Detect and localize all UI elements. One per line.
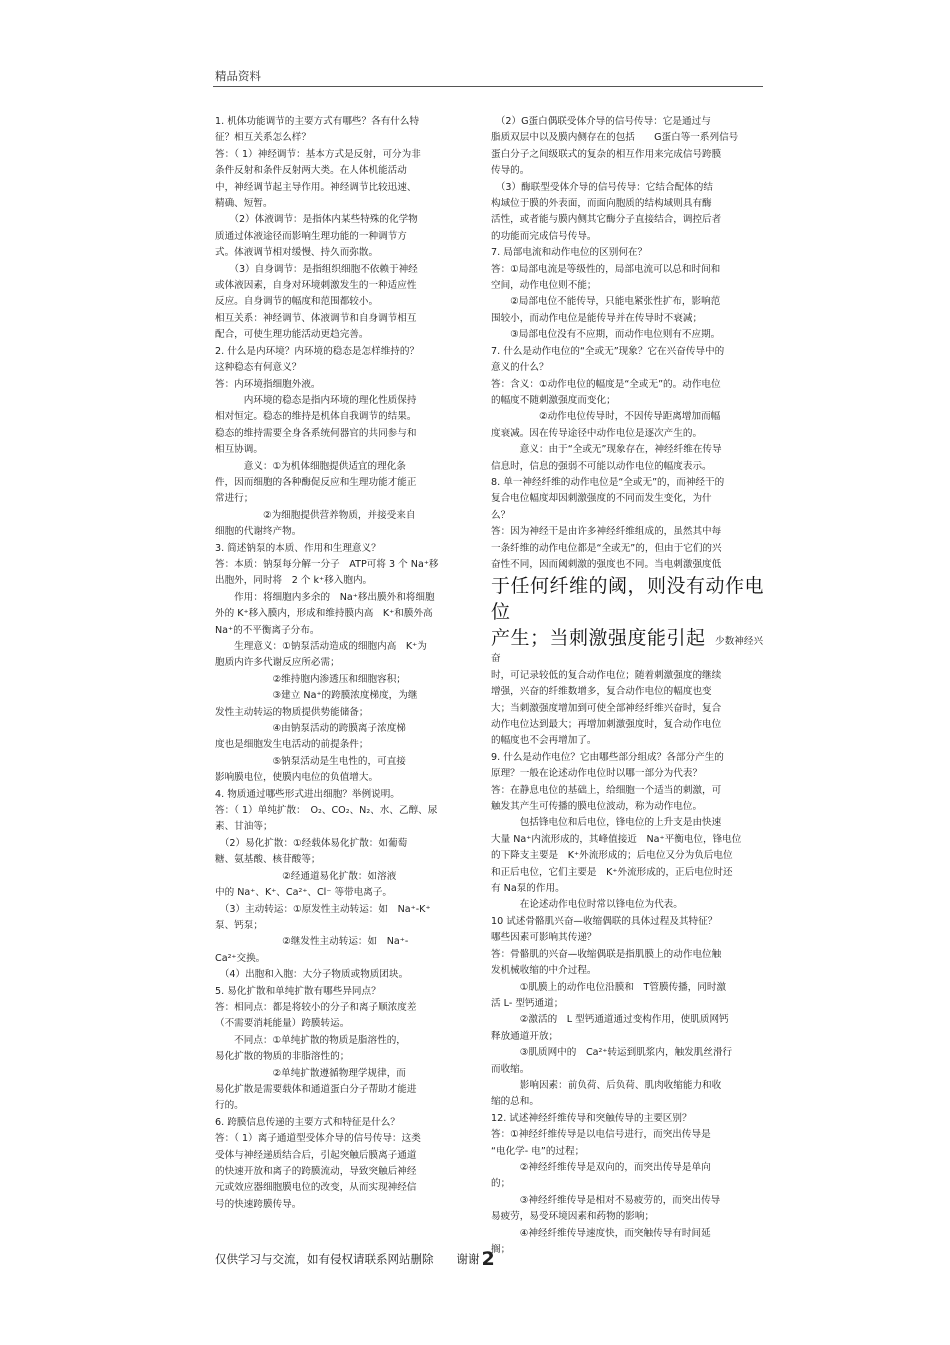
text-line: 胞质内许多代谢反应所必需；: [215, 657, 340, 669]
text-line: 奋性不同，因而阈刺激的强度也不同。当电刺激强度低: [491, 558, 722, 570]
text-line: ②激活的 L 型钙通道通过变构作用，使肌质网钙: [491, 1014, 729, 1026]
text-line: 答：在静息电位的基础上，给细胞一个适当的刺激，可: [491, 784, 722, 796]
text-line: 式。体液调节相对缓慢、持久而弥散。: [215, 247, 379, 259]
text-line: 答：含义：①动作电位的幅度是“全或无”的。动作电位: [491, 378, 721, 390]
text-line: 反应。自身调节的幅度和范围都较小。: [215, 296, 379, 308]
text-line: 配合，可使生理功能活动更趋完善。: [215, 329, 369, 341]
text-line: 相对恒定。稳态的维持是机体自我调节的结果。: [215, 411, 417, 423]
text-line: 大量 Na⁺内流形成的，其峰值接近 Na⁺平衡电位，锋电位: [491, 833, 742, 845]
text-line: 12. 试述神经纤维传导和突触传导的主要区别？: [491, 1112, 692, 1124]
text-line: 8. 单一神经纤维的动作电位是“全或无”的，而神经干的: [491, 476, 725, 488]
text-line: 活性，或者能与膜内侧其它酶分子直接结合，调控后者: [491, 214, 722, 226]
text-line: 内环境的稳态是指内环境的理化性质保持: [215, 394, 417, 406]
text-line: 相互关系：神经调节、体液调节和自身调节相互: [215, 312, 417, 324]
text-line: 答：（ 1）神经调节：基本方式是反射，可分为非: [215, 148, 421, 160]
text-line: 触发其产生可传播的膜电位波动，称为动作电位。: [491, 801, 703, 813]
text-line: 信息时，信息的强弱不可能以动作电位的幅度表示。: [491, 460, 712, 472]
text-line: 作用：将细胞内多余的 Na⁺移出膜外和将细胞: [215, 591, 435, 603]
text-line: 精确、短暂。: [215, 198, 273, 210]
text-line: 的下降支主要是 K⁺外流形成的；后电位又分为负后电位: [491, 850, 733, 862]
text-line: 答：内环境指细胞外液。: [215, 378, 321, 390]
text-line: 增强，兴奋的纤维数增多，复合动作电位的幅度也变: [491, 686, 712, 698]
text-line: 7. 局部电流和动作电位的区别何在？: [491, 247, 648, 259]
text-line: 意义：由于“全或无”现象存在，神经纤维在传导: [491, 444, 722, 456]
text-line: 而收缩。: [491, 1063, 530, 1075]
text-line: （3）主动转运：①原发性主动转运：如 Na⁺-K⁺: [215, 903, 431, 915]
text-line: Na⁺的不平衡离子分布。: [215, 624, 320, 636]
enlarged-text: 产生；当刺激强度能引起: [491, 627, 706, 650]
right-column-bottom: [491, 668, 771, 1259]
text-line: 征？相互关系怎么样？: [215, 132, 311, 144]
text-line: 空间，动作电位则不能；: [491, 280, 597, 292]
text-line: ④神经纤维传导速度快，而突触传导有时间延: [491, 1227, 711, 1239]
text-line: 意义：①为机体细胞提供适宜的理化条: [215, 460, 406, 472]
text-line: （4）出胞和入胞：大分子物质或物质团块。: [215, 969, 409, 981]
text-line: 7. 什么是动作电位的“全或无”现象？它在兴奋传导中的: [491, 345, 725, 357]
enlarged-text-tail: 少数神经兴奋: [491, 636, 764, 665]
text-line: ②动作电位传导时，不因传导距离增加而幅: [491, 411, 721, 423]
text-line: ⑤钠泵活动是生电性的，可直接: [215, 755, 406, 767]
text-line: 传导的。: [491, 165, 530, 177]
text-line: ②为细胞提供营养物质，并接受来自: [215, 509, 416, 521]
text-line: ①肌膜上的动作电位沿膜和 T管膜传播，同时激: [491, 981, 727, 993]
text-line: Ca²⁺交换。: [215, 952, 266, 964]
text-line: 和正后电位，它们主要是 K⁺外流形成的，正后电位时还: [491, 866, 733, 878]
enlarged-text-line-1: 于任何纤维的阈，则没有动作电位: [491, 575, 765, 624]
text-line: 或体液因素，自身对环境刺激发生的一种适应性: [215, 280, 417, 292]
page-number: 2: [481, 1248, 495, 1270]
text-line: 4. 物质通过哪些形式进出细胞？举例说明。: [215, 788, 400, 800]
text-line: 10 试述骨骼肌兴奋—收缩偶联的具体过程及其特征？: [491, 915, 718, 927]
text-line: 答：（ 1）单纯扩散： O₂、CO₂、N₂、水、乙醇、尿: [215, 805, 438, 817]
text-line: 答：①局部电流是等级性的，局部电流可以总和时间和: [491, 263, 721, 275]
text-line: “电化学- 电”的过程；: [491, 1145, 585, 1157]
text-line: 有 Na泵的作用。: [491, 883, 565, 895]
text-line: 素、甘油等；: [215, 821, 273, 833]
text-line: （2）易化扩散：①经载体易化扩散：如葡萄: [215, 837, 408, 849]
text-line: 发性主动转运的物质提供势能储备；: [215, 706, 369, 718]
text-line: 号的快速跨膜传导。: [215, 1198, 302, 1210]
text-line: 的幅度不随刺激强度而变化；: [491, 394, 616, 406]
text-line: ②单纯扩散遵循物理学规律，而: [215, 1067, 406, 1079]
text-line: 受体与神经递质结合后，引起突触后膜离子通道: [215, 1149, 417, 1161]
text-line: 搁；: [491, 1244, 511, 1255]
text-line: 答：本质：钠泵每分解一分子 ATP可将 3 个 Na⁺移: [215, 558, 439, 570]
header-rule: [213, 86, 763, 87]
text-line: 中的 Na⁺、K⁺、Ca²⁺、Cl⁻ 等带电离子。: [215, 887, 393, 899]
text-line: （3）酶联型受体介导的信号传导：它结合配体的结: [491, 181, 713, 193]
text-line: ③局部电位没有不应期，而动作电位则有不应期。: [491, 329, 721, 341]
text-line: 影响膜电位，使膜内电位的负值增大。: [215, 772, 379, 784]
text-line: 1. 机体功能调节的主要方式有哪些？各有什么特: [215, 116, 420, 127]
text-line: 6. 跨膜信息传递的主要方式和特征是什么？: [215, 1116, 400, 1128]
text-line: 不同点：①单纯扩散的物质是脂溶性的，: [215, 1034, 406, 1046]
text-line: 么？: [491, 509, 511, 521]
text-line: 哪些因素可影响其传递？: [491, 932, 597, 944]
text-line: 行的。: [215, 1100, 244, 1112]
text-line: ②经通道易化扩散：如溶液: [215, 870, 397, 882]
text-line: 原理？一般在论述动作电位时以哪一部分为代表？: [491, 768, 703, 780]
text-line: 件，因而细胞的各种酶促反应和生理功能才能正: [215, 476, 417, 488]
text-line: 动作电位达到最大；再增加刺激强度时，复合动作电位: [491, 719, 722, 730]
text-line: 答：（ 1）离子通道型受体介导的信号传导：这类: [215, 1133, 421, 1145]
text-line: ③建立 Na⁺的跨膜浓度梯度，为继: [215, 690, 418, 702]
text-line: 答：骨骼肌的兴奋—收缩偶联是指肌膜上的动作电位触: [491, 948, 722, 960]
text-line: 质通过体液途径而影响生理功能的一种调节方: [215, 230, 407, 242]
text-line: 的功能而完成信号传导。: [491, 230, 597, 242]
text-line: 外的 K⁺移入膜内，形成和维持膜内高 K⁺和膜外高: [215, 608, 433, 620]
text-line: 的快速开放和离子的跨膜流动，导致突触后神经: [215, 1166, 417, 1177]
text-line: 缩的总和。: [491, 1096, 539, 1108]
text-line: 常进行；: [215, 493, 254, 505]
text-line: ④由钠泵活动的跨膜离子浓度梯: [215, 723, 406, 735]
text-line: 度也是细胞发生电活动的前提条件；: [215, 739, 369, 751]
text-line: 释放通道开放；: [491, 1030, 559, 1042]
page-header: 精品资料: [215, 69, 261, 83]
text-line: （2）体液调节：是指体内某些特殊的化学物: [215, 214, 418, 226]
text-line: 生理意义：①钠泵活动造成的细胞内高 K⁺为: [215, 641, 427, 652]
text-line: 2. 什么是内环境？内环境的稳态是怎样维持的？: [215, 345, 420, 357]
text-line: 中，神经调节起主导作用。神经调节比较迅速、: [215, 181, 417, 193]
right-column: [491, 114, 771, 1258]
text-line: 大；当刺激强度增加到可使全部神经纤维兴奋时，复合: [491, 702, 722, 714]
text-line: （不需要消耗能量）跨膜转运。: [215, 1018, 350, 1030]
text-line: 5. 易化扩散和单纯扩散有哪些异同点？: [215, 985, 381, 997]
text-line: 易化扩散是需要载体和通道蛋白分子帮助才能进: [215, 1083, 417, 1095]
text-line: 糖、氨基酸、核苷酸等；: [215, 854, 321, 866]
text-line: 度衰减。因在传导途径中动作电位是逐次产生的。: [491, 427, 703, 439]
text-line: 围较小，而动作电位是能传导并在传导时不衰减；: [491, 312, 703, 324]
text-line: 复合电位幅度却因刺激强度的不同而发生变化，为什: [491, 493, 712, 505]
text-line: 活 L- 型钙通道；: [491, 997, 564, 1009]
text-line: 条件反射和条件反射两大类。在人体机能活动: [215, 165, 407, 177]
footer-text: 仅供学习与交流，如有侵权请联系网站删除 谢谢: [215, 1252, 480, 1266]
text-line: 一条纤维的动作电位都是“全或无”的，但由于它们的兴: [491, 542, 722, 554]
left-column: [215, 114, 460, 1213]
text-line: 3. 简述钠泵的本质、作用和生理意义？: [215, 542, 381, 554]
text-line: 答：①神经纤维传导是以电信号进行，而突出传导是: [491, 1129, 711, 1141]
text-line: 的幅度也不会再增加了。: [491, 735, 597, 747]
text-line: 在论述动作电位时常以锋电位为代表。: [491, 899, 683, 911]
text-line: 元或效应器细胞膜电位的改变，从而实现神经信: [215, 1182, 417, 1194]
text-line: 的；: [491, 1178, 511, 1190]
text-line: 脂质双层中以及膜内侧存在的包括 G蛋白等一系列信号: [491, 132, 739, 144]
text-line: 发机械收缩的中介过程。: [491, 965, 597, 977]
text-line: ③神经纤维传导是相对不易疲劳的，而突出传导: [491, 1194, 721, 1206]
text-line: 易化扩散的物质的非脂溶性的；: [215, 1051, 350, 1063]
right-column-top: [491, 114, 771, 573]
page-footer: [215, 1248, 495, 1270]
text-line: 稳态的维持需要全身各系统何器官的共同参与和: [215, 427, 417, 439]
text-line: 答：因为神经干是由许多神经纤维组成的，虽然其中每: [491, 526, 722, 538]
text-line: 影响因素：前负荷、后负荷、肌肉收缩能力和收: [491, 1079, 722, 1091]
text-line: 蛋白分子之间级联式的复杂的相互作用来完成信号跨膜: [491, 148, 722, 160]
text-line: ②局部电位不能传导，只能电紧张性扩布，影响范: [491, 296, 721, 308]
text-line: 这种稳态有何意义？: [215, 362, 302, 374]
text-line: 相互协调。: [215, 444, 263, 456]
text-line: ②神经纤维传导是双向的，而突出传导是单向: [491, 1161, 711, 1173]
text-line: 细胞的代谢终产物。: [215, 526, 302, 538]
text-line: （2）G蛋白偶联受体介导的信号传导：它是通过与: [491, 116, 711, 127]
text-line: 出胞外，同时将 2 个 k⁺移入胞内。: [215, 575, 373, 587]
enlarged-text-line-2: [491, 625, 771, 667]
text-line: 泵、钙泵；: [215, 919, 263, 931]
text-line: 包括锋电位和后电位，锋电位的上升支是由快速: [491, 817, 722, 829]
text-line: 易疲劳，易受环境因素和药物的影响；: [491, 1211, 655, 1223]
text-line: ③肌质网中的 Ca²⁺转运到肌浆内，触发肌丝滑行: [491, 1047, 733, 1059]
text-line: （3）自身调节：是指组织细胞不依赖于神经: [215, 263, 418, 275]
text-line: ②继发性主动转运：如 Na⁺-: [215, 936, 409, 948]
text-line: 答：相同点：都是将较小的分子和离子顺浓度差: [215, 1001, 417, 1013]
text-line: 9. 什么是动作电位？它由哪些部分组成？各部分产生的: [491, 751, 724, 763]
text-line: 时，可记录较低的复合动作电位；随着刺激强度的继续: [491, 669, 722, 681]
text-line: 意义的什么？: [491, 362, 549, 374]
text-line: 构域位于膜的外表面，而面向胞质的结构域则具有酶: [491, 198, 712, 210]
text-line: ②维持胞内渗透压和细胞容积；: [215, 673, 406, 685]
